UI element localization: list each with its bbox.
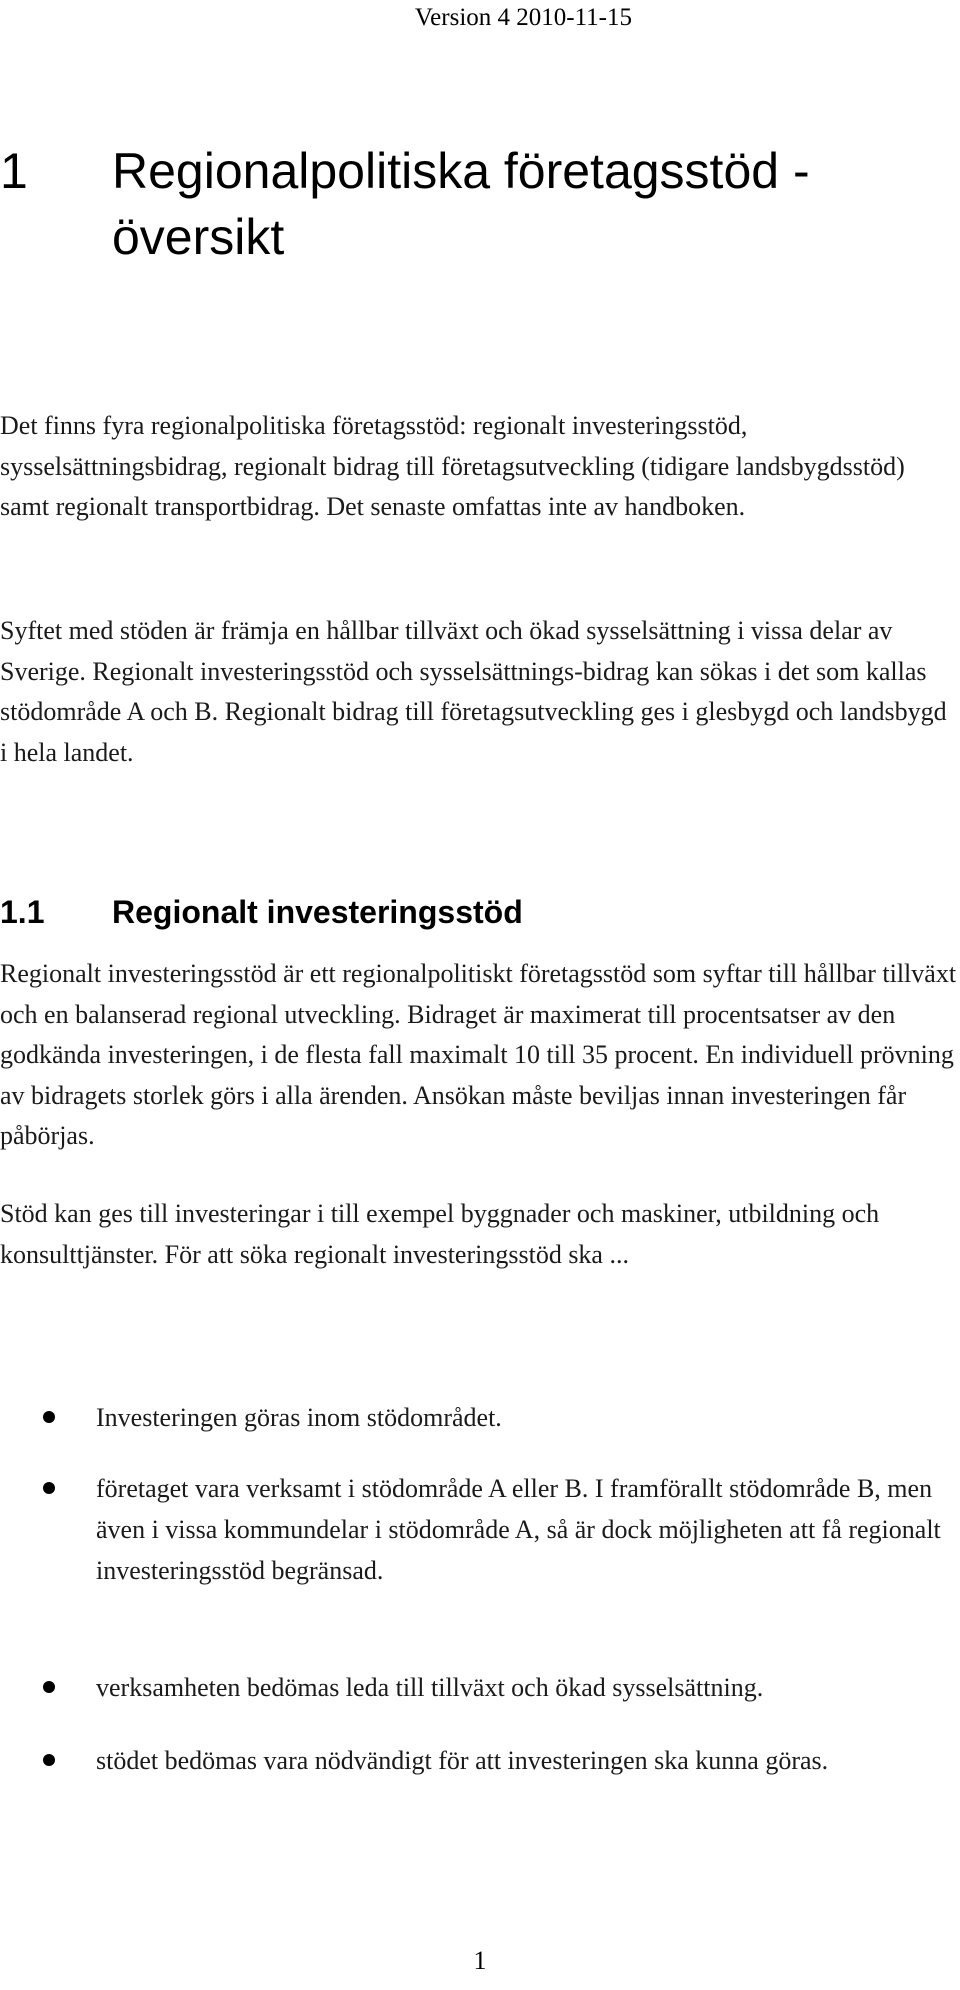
list-item-text: företaget vara verksamt i stödområde A eller B. I framförallt stödområde B, men även i vissa kommundelar i stödområde A, så är dock möjligheten att få regionalt investeringsstöd begränsad. bbox=[96, 1474, 941, 1585]
list-item bbox=[0, 1740, 960, 1781]
list-item bbox=[0, 1468, 960, 1591]
section-1-paragraph-1: Det finns fyra regionalpolitiska företagsstöd: regionalt investeringsstöd, sysselsättningsbidrag, regionalt bidrag till företagsutveckling (tidigare landsbygdsstöd) samt regionalt transportbidrag. Det senaste omfattas inte av handboken. bbox=[0, 411, 905, 521]
list-item bbox=[0, 1397, 960, 1438]
bullet-icon bbox=[43, 1411, 55, 1423]
section-1-title-line-1: Regionalpolitiska företagsstöd - bbox=[112, 143, 810, 199]
requirements-list bbox=[0, 1468, 960, 1591]
requirements-list bbox=[0, 1397, 960, 1438]
list-item-text: verksamheten bedömas leda till tillväxt och ökad sysselsättning. bbox=[96, 1673, 764, 1702]
bullet-icon bbox=[43, 1754, 55, 1766]
requirements-list bbox=[0, 1667, 960, 1708]
section-1-title-line-2: översikt bbox=[112, 209, 285, 265]
document-version-header: Version 4 2010-11-15 bbox=[414, 4, 632, 31]
page-number: 1 bbox=[473, 1946, 487, 1975]
section-1-1-paragraph-2: Stöd kan ges till investeringar i till exempel byggnader och maskiner, utbildning och konsulttjänster. För att söka regionalt investeringsstöd ska ... bbox=[0, 1199, 880, 1269]
section-1-heading bbox=[0, 138, 940, 270]
list-item-text: stödet bedömas vara nödvändigt för att investeringen ska kunna göras. bbox=[96, 1746, 829, 1775]
section-1-number: 1 bbox=[0, 143, 28, 199]
section-1-1-title: Regionalt investeringsstöd bbox=[112, 894, 523, 930]
section-1-1-heading bbox=[0, 892, 523, 932]
requirements-list bbox=[0, 1740, 960, 1781]
list-item bbox=[0, 1667, 960, 1708]
section-1-paragraph-2: Syftet med stöden är främja en hållbar tillväxt och ökad sysselsättning i vissa delar av Sverige. Regionalt investeringsstöd och sysselsättnings-bidrag kan sökas i det som kallas stödområde A och B. Regionalt bidrag till företagsutveckling ges i glesbygd och landsbygd i hela landet. bbox=[0, 616, 947, 767]
section-1-1-paragraph-1: Regionalt investeringsstöd är ett regionalpolitiskt företagsstöd som syftar till hållbar tillväxt och en balanserad regional utveckling. Bidraget är maximerat till procentsatser av den godkända investeringen, i de flesta fall maximalt 10 till 35 procent. En individuell prövning av bidragets storlek görs i alla ärenden. Ansökan måste beviljas innan investeringen får påbörjas. bbox=[0, 959, 957, 1150]
list-item-text: Investeringen göras inom stödområdet. bbox=[96, 1403, 502, 1432]
bullet-icon bbox=[43, 1681, 55, 1693]
section-1-1-number: 1.1 bbox=[0, 894, 45, 930]
bullet-icon bbox=[43, 1482, 55, 1494]
